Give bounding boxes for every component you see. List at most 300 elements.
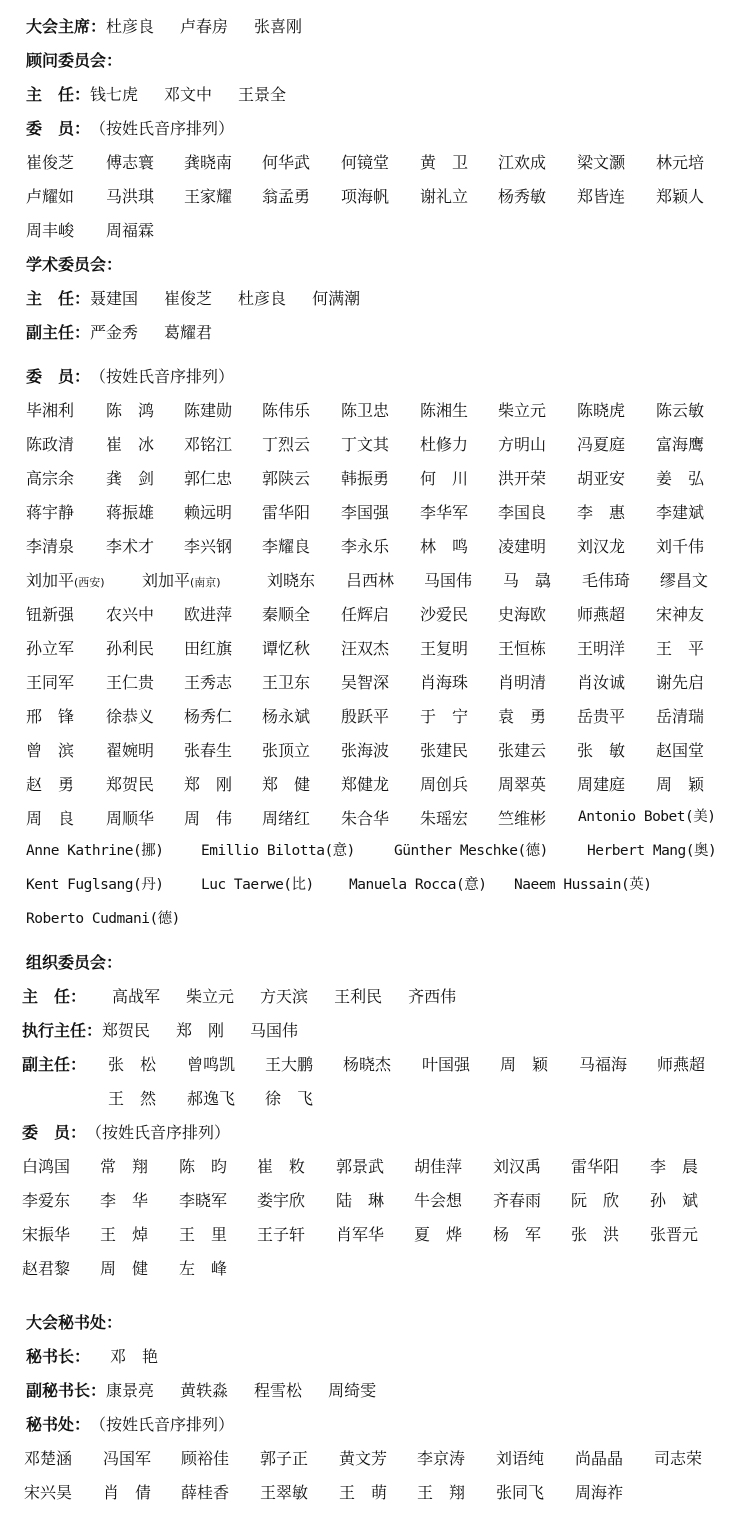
person-name: 胡佳萍 bbox=[414, 1157, 463, 1176]
person-name: 牛会想 bbox=[414, 1191, 463, 1210]
foreign-person-name: Naeem Hussain(英) bbox=[514, 877, 652, 893]
organizing-vice-row bbox=[0, 1082, 739, 1116]
academic-members bbox=[26, 360, 234, 394]
person-name: 张建民 bbox=[420, 741, 469, 760]
person-name: 李兴钢 bbox=[184, 537, 233, 556]
person-name: 林元培 bbox=[656, 153, 705, 172]
person-name: 周翠英 bbox=[498, 775, 547, 794]
person-name: 李 晨 bbox=[650, 1157, 699, 1176]
person-name: 冯夏庭 bbox=[577, 435, 626, 454]
academic-vice-names bbox=[90, 323, 212, 342]
person-name: 李耀良 bbox=[262, 537, 311, 556]
person-name: 肖汝诚 bbox=[577, 673, 626, 692]
person-name: 刘汉禹 bbox=[493, 1157, 542, 1176]
person-name: 洪开荣 bbox=[498, 469, 547, 488]
person-name: 孙 斌 bbox=[650, 1191, 699, 1210]
organizing-executive-label: 执行主任： bbox=[22, 1021, 103, 1040]
foreign-person-name: Kent Fuglsang(丹) bbox=[26, 877, 164, 893]
foreign-members-row bbox=[0, 868, 739, 902]
secretariat-office-label: 秘书处： bbox=[26, 1415, 91, 1434]
person-name: 陈卫忠 bbox=[341, 401, 390, 420]
person-name: 齐春雨 bbox=[493, 1191, 542, 1210]
person-name: 徐恭义 bbox=[106, 707, 155, 726]
person-name: 赵国堂 bbox=[656, 741, 705, 760]
academic-members-row bbox=[0, 496, 739, 530]
person-name: 岳清瑞 bbox=[656, 707, 705, 726]
person-name: 黄轶淼 bbox=[180, 1381, 229, 1400]
person-name: 曾 滨 bbox=[26, 741, 75, 760]
person-name: 王翠敏 bbox=[260, 1483, 309, 1502]
academic-members-row bbox=[0, 394, 739, 428]
organizing-vice-label: 副主任： bbox=[22, 1055, 87, 1074]
person-name: 王景全 bbox=[238, 85, 287, 104]
foreign-person-name: Anne Kathrine(挪) bbox=[26, 843, 164, 859]
person-name: 聂建国 bbox=[90, 289, 139, 308]
organizing-committee bbox=[26, 946, 122, 980]
person-name: 周创兵 bbox=[420, 775, 469, 794]
person-name: 杨秀敏 bbox=[498, 187, 547, 206]
person-name: 冯国军 bbox=[103, 1449, 152, 1468]
person-name: 肖海珠 bbox=[420, 673, 469, 692]
person-name: 邓文中 bbox=[164, 85, 213, 104]
person-name: 陈政清 bbox=[26, 435, 75, 454]
secretariat bbox=[26, 1306, 122, 1340]
person-name: 王 萌 bbox=[339, 1483, 388, 1502]
advisory-director-names bbox=[90, 85, 286, 104]
person-name: 毕湘利 bbox=[26, 401, 75, 420]
advisory-director bbox=[26, 78, 286, 112]
advisory-committee-title: 顾问委员会： bbox=[26, 51, 123, 70]
person-name: 郑颖人 bbox=[656, 187, 705, 206]
person-name: 汪双杰 bbox=[341, 639, 390, 658]
person-name: 严金秀 bbox=[90, 323, 139, 342]
person-name: 王子轩 bbox=[257, 1225, 306, 1244]
person-name: 王恒栋 bbox=[498, 639, 547, 658]
organizing-members bbox=[22, 1116, 230, 1150]
person-name: 任辉启 bbox=[341, 605, 390, 624]
person-name: 杜彦良 bbox=[106, 17, 155, 36]
person-name: 宋神友 bbox=[656, 605, 705, 624]
person-name: 周绪红 bbox=[262, 809, 311, 828]
foreign-person-name: Manuela Rocca(意) bbox=[349, 877, 487, 893]
person-name: 何满潮 bbox=[312, 289, 361, 308]
person-name: 王 里 bbox=[179, 1225, 228, 1244]
person-name: 陈云敏 bbox=[656, 401, 705, 420]
person-name: 柴立元 bbox=[186, 987, 235, 1006]
person-name: 李国强 bbox=[341, 503, 390, 522]
person-name: 陈 昀 bbox=[179, 1157, 228, 1176]
person-name: 周 颖 bbox=[500, 1055, 549, 1074]
person-name: 卢春房 bbox=[180, 17, 229, 36]
person-name: 崔 冰 bbox=[106, 435, 155, 454]
person-name: 丁烈云 bbox=[262, 435, 311, 454]
person-name: 张建云 bbox=[498, 741, 547, 760]
academic-members-row bbox=[0, 768, 739, 802]
person-name: 谭忆秋 bbox=[262, 639, 311, 658]
organizing-executive bbox=[22, 1014, 298, 1048]
person-name: 左 峰 bbox=[179, 1259, 228, 1278]
person-name: 崔俊芝 bbox=[26, 153, 75, 172]
person-name: 康景亮 bbox=[106, 1381, 155, 1400]
person-name: 方明山 bbox=[498, 435, 547, 454]
person-name: 谢礼立 bbox=[420, 187, 469, 206]
academic-committee-title: 学术委员会： bbox=[26, 255, 123, 274]
organizing-members-row bbox=[0, 1252, 739, 1286]
person-name: 王卫东 bbox=[262, 673, 311, 692]
person-name: 葛耀君 bbox=[164, 323, 213, 342]
person-name: 陈 鸿 bbox=[106, 401, 155, 420]
person-name: 崔 敉 bbox=[257, 1157, 306, 1176]
academic-director bbox=[26, 282, 360, 316]
organizing-members-label: 委 员： bbox=[22, 1123, 87, 1142]
person-name: 凌建明 bbox=[498, 537, 547, 556]
advisory-director-label: 主 任： bbox=[26, 85, 91, 104]
person-name: 崔俊芝 bbox=[164, 289, 213, 308]
person-name: 周 良 bbox=[26, 809, 75, 828]
person-name: 邓铭江 bbox=[184, 435, 233, 454]
academic-members-row bbox=[0, 598, 739, 632]
person-name: 富海鹰 bbox=[656, 435, 705, 454]
person-name: 叶国强 bbox=[422, 1055, 471, 1074]
person-name: 缪昌文 bbox=[660, 571, 709, 590]
person-name: 张 敏 bbox=[577, 741, 626, 760]
person-name: 王复明 bbox=[420, 639, 469, 658]
person-name: 姜 弘 bbox=[656, 469, 705, 488]
person-name: 翁孟勇 bbox=[262, 187, 311, 206]
organizing-members-row bbox=[0, 1184, 739, 1218]
person-name: 肖 倩 bbox=[103, 1483, 152, 1502]
person-name: 郑贺民 bbox=[106, 775, 155, 794]
person-name: 欧进萍 bbox=[184, 605, 233, 624]
organizing-director-names bbox=[86, 987, 456, 1006]
person-name: 袁 勇 bbox=[498, 707, 547, 726]
person-name: 王 翔 bbox=[417, 1483, 466, 1502]
conference-chairs-label: 大会主席： bbox=[26, 17, 107, 36]
secretariat-office bbox=[26, 1408, 234, 1442]
person-name: 林 鸣 bbox=[420, 537, 469, 556]
secretary-general-label: 秘书长： bbox=[26, 1347, 91, 1366]
academic-director-names bbox=[90, 289, 360, 308]
person-name: 郭陕云 bbox=[262, 469, 311, 488]
person-name: 周丰峻 bbox=[26, 221, 75, 240]
person-name: 钮新强 bbox=[26, 605, 75, 624]
person-name bbox=[142, 564, 221, 600]
person-name: 杨晓杰 bbox=[343, 1055, 392, 1074]
person-name: 黄 卫 bbox=[420, 153, 469, 172]
person-name: 卢耀如 bbox=[26, 187, 75, 206]
secretary-general-names bbox=[90, 1347, 158, 1366]
foreign-members-row bbox=[0, 800, 739, 834]
person-name: 马福海 bbox=[579, 1055, 628, 1074]
person-name: 杨秀仁 bbox=[184, 707, 233, 726]
person-name: 郝逸飞 bbox=[187, 1089, 236, 1108]
person-name: 郭子正 bbox=[260, 1449, 309, 1468]
person-name: 阮 欣 bbox=[571, 1191, 620, 1210]
advisory-committee bbox=[26, 44, 122, 78]
person-name: 肖军华 bbox=[336, 1225, 385, 1244]
academic-members-row bbox=[0, 564, 739, 598]
person-name-main: 刘加平 bbox=[142, 571, 191, 590]
person-name: 邢 锋 bbox=[26, 707, 75, 726]
person-name: 白鸿国 bbox=[22, 1157, 71, 1176]
secretariat-office-row bbox=[0, 1476, 739, 1510]
foreign-person-name: Luc Taerwe(比) bbox=[201, 877, 314, 893]
person-name: 吕西林 bbox=[346, 571, 395, 590]
person-name: 周福霖 bbox=[106, 221, 155, 240]
person-name: 高战军 bbox=[112, 987, 161, 1006]
academic-members-row bbox=[0, 666, 739, 700]
person-name: 李爱东 bbox=[22, 1191, 71, 1210]
person-name: 雷华阳 bbox=[571, 1157, 620, 1176]
person-name: 杨永斌 bbox=[262, 707, 311, 726]
person-name bbox=[26, 564, 105, 600]
person-name: 司志荣 bbox=[654, 1449, 703, 1468]
academic-members-row bbox=[0, 428, 739, 462]
academic-members-note: （按姓氏音序排列） bbox=[90, 367, 235, 386]
person-name: 张 松 bbox=[108, 1055, 157, 1074]
person-name: 宋兴昊 bbox=[24, 1483, 73, 1502]
person-name: 杨 军 bbox=[493, 1225, 542, 1244]
person-name: 竺维彬 bbox=[498, 809, 547, 828]
person-name: 谢先启 bbox=[656, 673, 705, 692]
person-name: 李京涛 bbox=[417, 1449, 466, 1468]
person-name: 赵 勇 bbox=[26, 775, 75, 794]
person-name: 邓 艳 bbox=[110, 1347, 159, 1366]
person-name: 陈伟乐 bbox=[262, 401, 311, 420]
person-name: 刘晓东 bbox=[267, 571, 316, 590]
person-name: 陆 琳 bbox=[336, 1191, 385, 1210]
academic-members-row bbox=[0, 462, 739, 496]
person-name: 丁文其 bbox=[341, 435, 390, 454]
person-name-main: 刘加平 bbox=[26, 571, 75, 590]
person-name: 孙立军 bbox=[26, 639, 75, 658]
person-name: 郑贺民 bbox=[102, 1021, 151, 1040]
person-name: 岳贵平 bbox=[577, 707, 626, 726]
person-name: 郑皆连 bbox=[577, 187, 626, 206]
person-name: 雷华阳 bbox=[262, 503, 311, 522]
person-name: 陈晓虎 bbox=[577, 401, 626, 420]
person-name: 龚 剑 bbox=[106, 469, 155, 488]
person-name: 钱七虎 bbox=[90, 85, 139, 104]
person-name: 王家耀 bbox=[184, 187, 233, 206]
person-name: 师燕超 bbox=[657, 1055, 706, 1074]
advisory-members-row bbox=[0, 180, 739, 214]
person-name: 王秀志 bbox=[184, 673, 233, 692]
organizing-members-note: （按姓氏音序排列） bbox=[86, 1123, 231, 1142]
person-name: 殷跃平 bbox=[341, 707, 390, 726]
academic-vice bbox=[26, 316, 212, 350]
person-name: 何 川 bbox=[420, 469, 469, 488]
person-name: 张同飞 bbox=[496, 1483, 545, 1502]
advisory-members-row bbox=[0, 146, 739, 180]
person-name: 张顶立 bbox=[262, 741, 311, 760]
person-name: 周 伟 bbox=[184, 809, 233, 828]
person-name: 柴立元 bbox=[498, 401, 547, 420]
person-name: 马国伟 bbox=[424, 571, 473, 590]
person-name: 张海波 bbox=[341, 741, 390, 760]
advisory-members-label: 委 员： bbox=[26, 119, 91, 138]
person-name: 毛伟琦 bbox=[582, 571, 631, 590]
person-name: 李 惠 bbox=[577, 503, 626, 522]
foreign-person-name: Roberto Cudmani(德) bbox=[26, 911, 180, 927]
organizing-vice-row bbox=[0, 1048, 739, 1082]
person-name: 郑 刚 bbox=[176, 1021, 225, 1040]
person-name: 王明洋 bbox=[577, 639, 626, 658]
person-name: 梁文灏 bbox=[577, 153, 626, 172]
person-name: 周 健 bbox=[100, 1259, 149, 1278]
person-name: 杜修力 bbox=[420, 435, 469, 454]
academic-director-label: 主 任： bbox=[26, 289, 91, 308]
person-name: 尚晶晶 bbox=[575, 1449, 624, 1468]
foreign-person-name: Herbert Mang(奥) bbox=[587, 843, 717, 859]
person-name: 马洪琪 bbox=[106, 187, 155, 206]
person-name: 肖明清 bbox=[498, 673, 547, 692]
person-name: 李建斌 bbox=[656, 503, 705, 522]
person-name: 赖远明 bbox=[184, 503, 233, 522]
person-affiliation: (南京) bbox=[190, 576, 221, 589]
person-name: 邓楚涵 bbox=[24, 1449, 73, 1468]
advisory-members-note: （按姓氏音序排列） bbox=[90, 119, 235, 138]
secretary-general bbox=[26, 1340, 158, 1374]
person-name: 刘千伟 bbox=[656, 537, 705, 556]
person-name: 张 洪 bbox=[571, 1225, 620, 1244]
person-name: 韩振勇 bbox=[341, 469, 390, 488]
person-name: 郑 刚 bbox=[184, 775, 233, 794]
advisory-members bbox=[26, 112, 234, 146]
person-name: 李永乐 bbox=[341, 537, 390, 556]
deputy-secretary-general-label: 副秘书长： bbox=[26, 1381, 107, 1400]
person-name: 于 宁 bbox=[420, 707, 469, 726]
organizing-director-label: 主 任： bbox=[22, 987, 87, 1006]
organizing-committee-title: 组织委员会： bbox=[26, 953, 123, 972]
person-name: 夏 烨 bbox=[414, 1225, 463, 1244]
deputy-secretary-general-names bbox=[106, 1381, 376, 1400]
person-name: 何华武 bbox=[262, 153, 311, 172]
person-name: 周海祚 bbox=[575, 1483, 624, 1502]
advisory-members-row bbox=[0, 214, 739, 248]
person-name: 郑 健 bbox=[262, 775, 311, 794]
person-name: 陈湘生 bbox=[420, 401, 469, 420]
person-name: 程雪松 bbox=[254, 1381, 303, 1400]
person-name: 张晋元 bbox=[650, 1225, 699, 1244]
person-affiliation: (西安) bbox=[74, 576, 105, 589]
person-name: 田红旗 bbox=[184, 639, 233, 658]
person-name: 常 翔 bbox=[100, 1157, 149, 1176]
person-name: 沙爱民 bbox=[420, 605, 469, 624]
foreign-members-row bbox=[0, 902, 739, 936]
person-name: 项海帆 bbox=[341, 187, 390, 206]
person-name: 顾裕佳 bbox=[181, 1449, 230, 1468]
secretariat-office-row bbox=[0, 1442, 739, 1476]
person-name: 高宗余 bbox=[26, 469, 75, 488]
person-name: 方天滨 bbox=[260, 987, 309, 1006]
person-name: 史海欧 bbox=[498, 605, 547, 624]
person-name: 王同军 bbox=[26, 673, 75, 692]
person-name: 郭仁忠 bbox=[184, 469, 233, 488]
deputy-secretary-general bbox=[26, 1374, 376, 1408]
person-name: 郑健龙 bbox=[341, 775, 390, 794]
academic-vice-label: 副主任： bbox=[26, 323, 91, 342]
person-name: 张喜刚 bbox=[254, 17, 303, 36]
person-name: 师燕超 bbox=[577, 605, 626, 624]
foreign-person-name: Günther Meschke(德) bbox=[394, 843, 548, 859]
academic-members-row bbox=[0, 700, 739, 734]
person-name: 李华军 bbox=[420, 503, 469, 522]
person-name: 张春生 bbox=[184, 741, 233, 760]
person-name: 朱瑶宏 bbox=[420, 809, 469, 828]
person-name: 陈建勋 bbox=[184, 401, 233, 420]
academic-members-row bbox=[0, 734, 739, 768]
academic-members-row bbox=[0, 632, 739, 666]
foreign-members-row bbox=[0, 834, 739, 868]
person-name: 李晓军 bbox=[179, 1191, 228, 1210]
person-name: 周顺华 bbox=[106, 809, 155, 828]
foreign-person-name: Emillio Bilotta(意) bbox=[201, 843, 355, 859]
person-name: 江欢成 bbox=[498, 153, 547, 172]
person-name: 王 焯 bbox=[100, 1225, 149, 1244]
person-name: 王 平 bbox=[656, 639, 705, 658]
person-name: 刘汉龙 bbox=[577, 537, 626, 556]
person-name: 周绮雯 bbox=[328, 1381, 377, 1400]
person-name: 龚晓南 bbox=[184, 153, 233, 172]
person-name: 周建庭 bbox=[577, 775, 626, 794]
person-name: 杜彦良 bbox=[238, 289, 287, 308]
foreign-person-name: Antonio Bobet(美) bbox=[578, 809, 716, 825]
person-name: 齐西伟 bbox=[408, 987, 457, 1006]
organizing-members-row bbox=[0, 1150, 739, 1184]
person-name: 娄宇欣 bbox=[257, 1191, 306, 1210]
person-name: 朱合华 bbox=[341, 809, 390, 828]
academic-committee bbox=[26, 248, 122, 282]
person-name: 王仁贵 bbox=[106, 673, 155, 692]
person-name: 秦顺全 bbox=[262, 605, 311, 624]
person-name: 李术才 bbox=[106, 537, 155, 556]
person-name: 宋振华 bbox=[22, 1225, 71, 1244]
person-name: 赵君黎 bbox=[22, 1259, 71, 1278]
organizing-director bbox=[22, 980, 456, 1014]
person-name: 马国伟 bbox=[250, 1021, 299, 1040]
person-name: 蒋宇静 bbox=[26, 503, 75, 522]
person-name: 孙利民 bbox=[106, 639, 155, 658]
person-name: 何镜堂 bbox=[341, 153, 390, 172]
person-name: 农兴中 bbox=[106, 605, 155, 624]
person-name: 王利民 bbox=[334, 987, 383, 1006]
academic-members-label: 委 员： bbox=[26, 367, 91, 386]
person-name: 胡亚安 bbox=[577, 469, 626, 488]
person-name: 马 骉 bbox=[503, 571, 552, 590]
person-name: 郭景武 bbox=[336, 1157, 385, 1176]
secretariat-title: 大会秘书处： bbox=[26, 1313, 123, 1332]
person-name: 黄文芳 bbox=[339, 1449, 388, 1468]
person-name: 吴智深 bbox=[341, 673, 390, 692]
person-name: 李 华 bbox=[100, 1191, 149, 1210]
person-name: 傅志寰 bbox=[106, 153, 155, 172]
person-name: 刘语纯 bbox=[496, 1449, 545, 1468]
person-name: 徐 飞 bbox=[265, 1089, 314, 1108]
secretariat-office-note: （按姓氏音序排列） bbox=[90, 1415, 235, 1434]
person-name: 薛桂香 bbox=[181, 1483, 230, 1502]
conference-chairs bbox=[26, 10, 302, 44]
person-name: 曾鸣凯 bbox=[187, 1055, 236, 1074]
person-name: 周 颖 bbox=[656, 775, 705, 794]
conference-chairs-names bbox=[106, 17, 302, 36]
person-name: 翟婉明 bbox=[106, 741, 155, 760]
person-name: 李国良 bbox=[498, 503, 547, 522]
academic-members-row bbox=[0, 530, 739, 564]
organizing-executive-names bbox=[102, 1021, 298, 1040]
person-name: 王大鹏 bbox=[265, 1055, 314, 1074]
person-name: 李清泉 bbox=[26, 537, 75, 556]
